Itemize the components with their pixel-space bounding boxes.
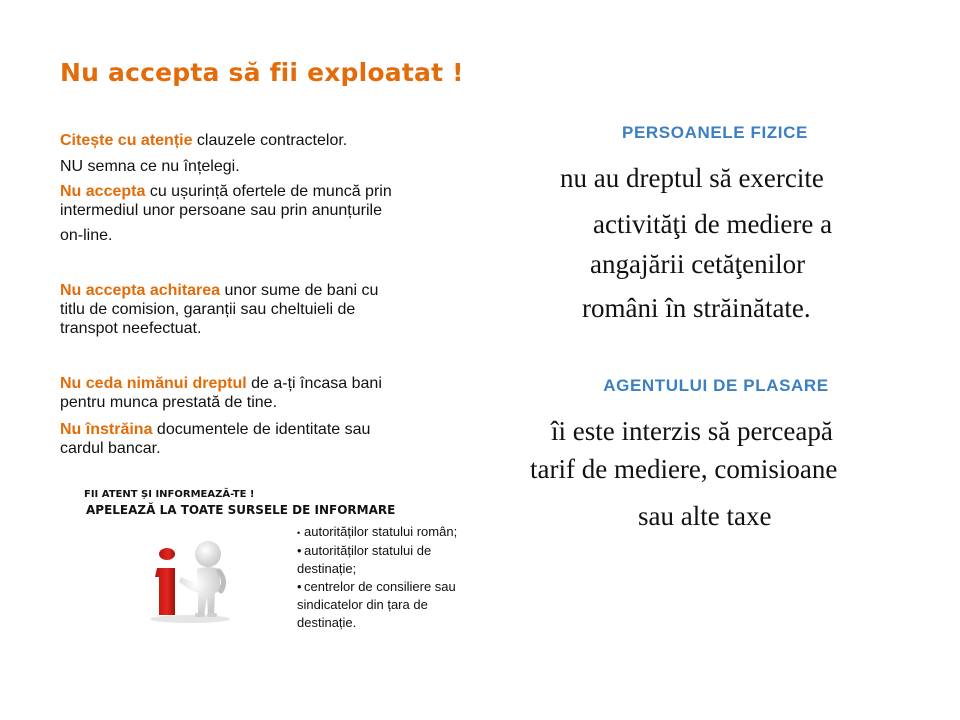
paragraph-read-carefully [60,131,505,150]
highlight-text: Nu accepta [60,183,146,200]
highlight-text: Nu înstrăina [60,421,153,438]
heading-placement-agent: AGENTULUI DE PLASARE [603,376,829,395]
highlight-text: Nu ceda nimănui dreptul [60,375,247,392]
list-item [297,578,512,596]
bullet: • [297,579,302,594]
highlight-text: Citește cu atenție [60,132,193,149]
paragraph-fees [60,281,505,338]
paragraph-text: documentele de identitate sau [152,421,371,438]
paragraph-do-not-sign: NU semna ce nu înțelegi. [60,158,240,175]
paragraph-line: intermediul unor persoane sau prin anunțurile [60,202,382,219]
right-text-line: angajării cetăţenilor [590,249,806,279]
paragraph-line: titlu de comision, garanții sau cheltuieli de [60,301,356,318]
bullet: • [297,528,301,538]
paragraph-text: clauzele contractelor. [192,132,348,149]
right-text-line: nu au dreptul să exercite [560,163,824,193]
paragraph-line: cardul bancar. [60,440,161,457]
list-item-continuation: destinație; [297,561,357,576]
paragraph-wage-right [60,374,505,412]
heading-natural-persons: PERSOANELE FIZICE [622,123,808,142]
paragraph-text: cu ușurință ofertele de muncă prin [145,183,392,200]
list-item-text: autorităților statului de [304,543,432,558]
list-item-text: autorităților statului român; [304,524,458,539]
info-heading: FII ATENT ȘI INFORMEAZĂ-TE ! [84,489,255,500]
paragraph-documents [60,420,505,458]
bullet: • [297,543,302,558]
highlight-text: Nu accepta achitarea [60,282,221,299]
page-title: Nu accepta să fii exploatat ! [60,58,464,87]
paragraph-text: unor sume de bani cu [220,282,379,299]
list-item-continuation: destinație. [297,615,357,630]
list-item [297,542,512,560]
paragraph-text: de a-ți încasa bani [246,375,382,392]
paragraph-line: pentru munca prestată de tine. [60,394,278,411]
right-text-line: activităţi de mediere a [593,209,833,239]
list-item-continuation: sindicatelor din țara de [297,597,428,612]
right-text-line: români în străinătate. [582,293,811,323]
list-item [297,523,512,542]
paragraph-job-offers [60,182,505,245]
paragraph-line: transpot neefectuat. [60,320,202,337]
info-subheading: APELEAZĂ LA TOATE SURSELE DE INFORMARE [86,503,396,517]
info-sources-list [297,523,512,632]
right-text-line: sau alte taxe [638,501,772,531]
list-item-text: centrelor de consiliere sau [304,579,456,594]
right-text-line: îi este interzis să perceapă [551,416,833,446]
right-text-line: tarif de mediere, comisioane [530,454,838,484]
info-person-icon [145,535,235,625]
paragraph-line: on-line. [60,227,113,244]
